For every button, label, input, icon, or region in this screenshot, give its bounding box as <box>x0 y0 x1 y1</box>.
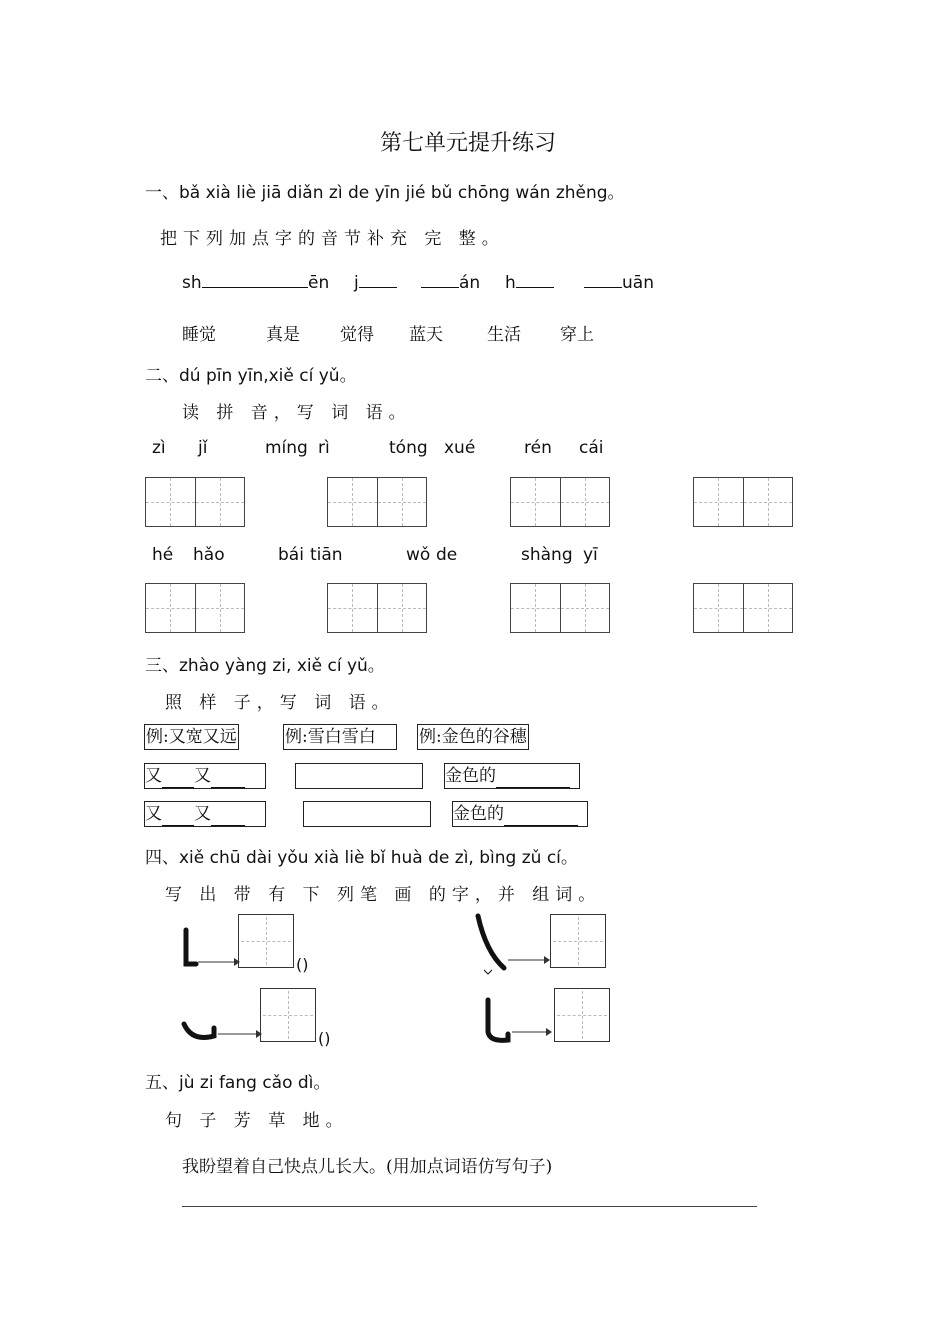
example-box-3: 例:金色的谷穗 <box>417 724 529 750</box>
pinyin: jǐ <box>198 438 208 458</box>
section-4-subtitle: 写 出 带 有 下 列笔 画 的字，并 组词。 <box>165 885 602 905</box>
pinyin: de <box>436 545 458 565</box>
section-5-heading: 五、jù zi fang cǎo dì。 <box>145 1073 331 1093</box>
writing-grid[interactable] <box>327 477 427 527</box>
blank-input[interactable] <box>584 273 622 288</box>
word-4: 蓝天 <box>409 325 443 345</box>
answer-box-youyou-1[interactable]: 又 又 <box>144 763 266 789</box>
writing-grid[interactable] <box>327 583 427 633</box>
section-4-heading: 四、xiě chū dài yǒu xià liè bǐ huà de zì, bìng zǔ cí。 <box>145 848 578 868</box>
pinyin: rì <box>318 438 330 458</box>
word-paren: () <box>296 955 309 974</box>
example-box-2: 例:雪白雪白 <box>283 724 397 750</box>
section-2-subtitle: 读 拼 音，写 词 语。 <box>182 403 412 423</box>
pinyin: hé <box>152 545 174 565</box>
pinyin: tiān <box>310 545 343 565</box>
answer-box-jinse-2[interactable]: 金色的 <box>452 801 588 827</box>
pinyin: bái <box>278 545 304 565</box>
section-2-heading: 二、dú pīn yīn,xiě cí yǔ。 <box>145 366 357 386</box>
pinyin: yī <box>583 545 598 565</box>
pinyin: rén <box>524 438 552 458</box>
word-6: 穿上 <box>560 325 594 345</box>
answer-box-jinse-1[interactable]: 金色的 <box>444 763 580 789</box>
character-box[interactable] <box>554 988 610 1042</box>
writing-grid[interactable] <box>510 477 610 527</box>
stroke-wogou-icon <box>178 1016 262 1050</box>
pinyin: tóng <box>389 438 428 458</box>
section-1-heading: 一、bǎ xià liè jiā diǎn zì de yīn jié bǔ chōng wán zhěng。 <box>145 183 625 203</box>
section-1-subtitle: 把下列加点字的音节补充 完 整。 <box>160 229 505 249</box>
word-paren: () <box>318 1029 331 1048</box>
word-3: 觉得 <box>340 325 374 345</box>
pinyin: hǎo <box>193 545 225 565</box>
character-box[interactable] <box>550 914 606 968</box>
word-2: 真是 <box>266 325 300 345</box>
word-1: 睡觉 <box>182 325 216 345</box>
fragment: án <box>459 273 481 293</box>
writing-grid[interactable] <box>510 583 610 633</box>
pinyin: míng <box>265 438 308 458</box>
answer-box-repeat-1[interactable] <box>295 763 423 789</box>
answer-box-repeat-2[interactable] <box>303 801 431 827</box>
blank-input[interactable] <box>421 273 459 288</box>
section-5-sentence: 我盼望着自己快点儿长大。(用加点词语仿写句子) <box>182 1157 553 1177</box>
writing-grid[interactable] <box>145 583 245 633</box>
blank-input[interactable] <box>516 273 554 288</box>
stroke-shuwangou-icon <box>480 996 552 1050</box>
pinyin: xué <box>444 438 476 458</box>
section-5-subtitle: 句 子 芳 草 地。 <box>165 1111 349 1131</box>
fragment: j <box>354 273 359 293</box>
answer-box-youyou-2[interactable]: 又 又 <box>144 801 266 827</box>
stroke-shuzhe-icon <box>178 924 240 974</box>
pinyin: shàng <box>521 545 573 565</box>
fragment: uān <box>622 273 654 293</box>
example-box-1: 例:又宽又远 <box>144 724 239 750</box>
fragment: h <box>505 273 516 293</box>
fragment: ēn <box>308 273 330 293</box>
writing-grid[interactable] <box>693 477 793 527</box>
blank-input[interactable] <box>359 273 397 288</box>
word-5: 生活 <box>487 325 521 345</box>
fill-item-6 <box>584 273 654 293</box>
stroke-xiegou-icon <box>472 912 550 976</box>
pinyin: cái <box>579 438 604 458</box>
pinyin: zì <box>152 438 166 458</box>
blank-input[interactable] <box>270 273 308 288</box>
section-3-subtitle: 照 样 子，写 词 语。 <box>165 693 395 713</box>
fill-item-4 <box>421 273 480 293</box>
character-box[interactable] <box>238 914 294 968</box>
fill-item-5 <box>505 273 554 293</box>
page-title: 第七单元提升练习 <box>380 131 557 156</box>
fill-item-3 <box>354 273 397 293</box>
pinyin: wǒ <box>406 545 431 565</box>
answer-line[interactable] <box>182 1206 757 1207</box>
fragment: sh <box>182 273 202 293</box>
fill-item-1 <box>182 273 270 293</box>
writing-grid[interactable] <box>145 477 245 527</box>
fill-item-2 <box>270 273 329 293</box>
writing-grid[interactable] <box>693 583 793 633</box>
section-3-heading: 三、zhào yàng zi, xiě cí yǔ。 <box>145 656 385 676</box>
character-box[interactable] <box>260 988 316 1042</box>
blank-input[interactable] <box>202 273 270 288</box>
